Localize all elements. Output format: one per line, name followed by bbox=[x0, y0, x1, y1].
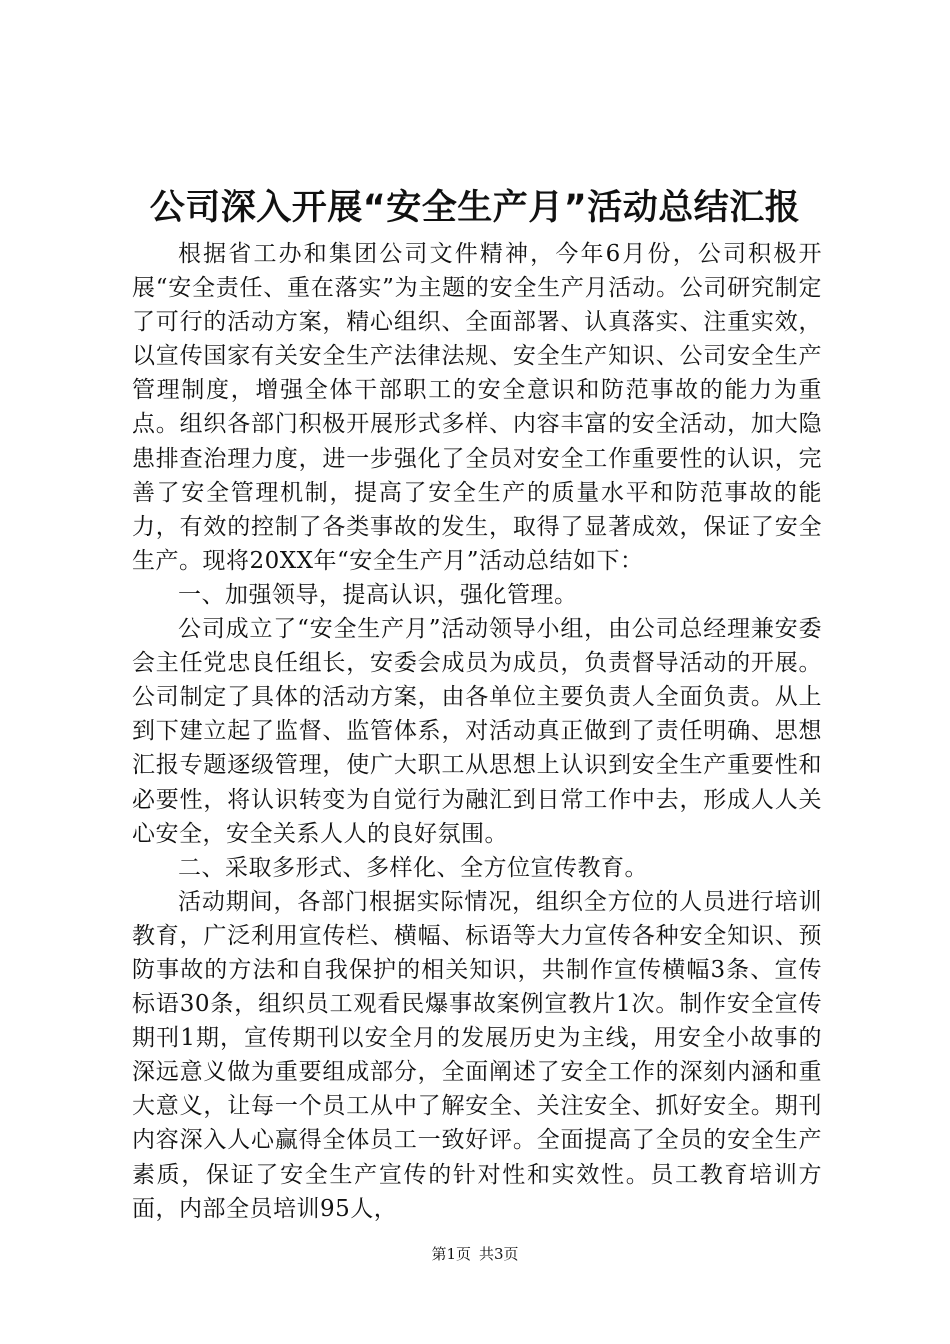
paragraph-section-1: 公司成立了“安全生产月”活动领导小组，由公司总经理兼安委会主任党忠良任组长，安委会成员为成员，负责督导活动的开展。公司制定了具体的活动方案，由各单位主要负责人全面负责。从上到下建立起了监督、监管体系，对活动真正做到了责任明确、思想汇报专题逐级管理，使广大职工从思想上认识到安全生产重要性和必要性，将认识转变为自觉行为融汇到日常工作中去，形成人人关心安全，安全关系人人的良好氛围。 bbox=[132, 616, 822, 847]
document-body bbox=[132, 237, 822, 1226]
paragraph-section-2: 活动期间，各部门根据实际情况，组织全方位的人员进行培训教育，广泛利用宣传栏、横幅、标语等大力宣传各种安全知识、预防事故的方法和自我保护的相关知识，共制作宣传横幅3条、宣传标语30条，组织员工观看民爆事故案例宣教片1次。制作安全宣传期刊1期，宣传期刊以安全月的发展历史为主线，用安全小故事的深远意义做为重要组成部分，全面阐述了安全工作的深刻内涵和重大意义，让每一个员工从中了解安全、关注安全、抓好安全。期刊内容深入人心赢得全体员工一致好评。全面提高了全员的安全生产素质，保证了安全生产宣传的针对性和实效性。员工教育培训方面，内部全员培训95人， bbox=[132, 888, 822, 1222]
page-number: 第1页 bbox=[431, 1245, 471, 1263]
section-heading-2: 二、采取多形式、多样化、全方位宣传教育。 bbox=[178, 854, 648, 881]
document-title: 公司深入开展“安全生产月”活动总结汇报 bbox=[149, 188, 801, 228]
page-total: 共3页 bbox=[479, 1245, 519, 1263]
section-heading-1: 一、加强领导，提高认识，强化管理。 bbox=[178, 581, 578, 608]
page-footer bbox=[0, 1244, 950, 1264]
paragraph-intro: 根据省工办和集团公司文件精神，今年6月份，公司积极开展“安全责任、重在落实”为主题的安全生产月活动。公司研究制定了可行的活动方案，精心组织、全面部署、认真落实、注重实效，以宣传国家有关安全生产法律法规、安全生产知识、公司安全生产管理制度，增强全体干部职工的安全意识和防范事故的能力为重点。组织各部门积极开展形式多样、内容丰富的安全活动，加大隐患排查治理力度，进一步强化了全员对安全工作重要性的认识，完善了安全管理机制，提高了安全生产的质量水平和防范事故的能力，有效的控制了各类事故的发生，取得了显著成效，保证了安全生产。现将20XX年“安全生产月”活动总结如下： bbox=[132, 241, 822, 574]
